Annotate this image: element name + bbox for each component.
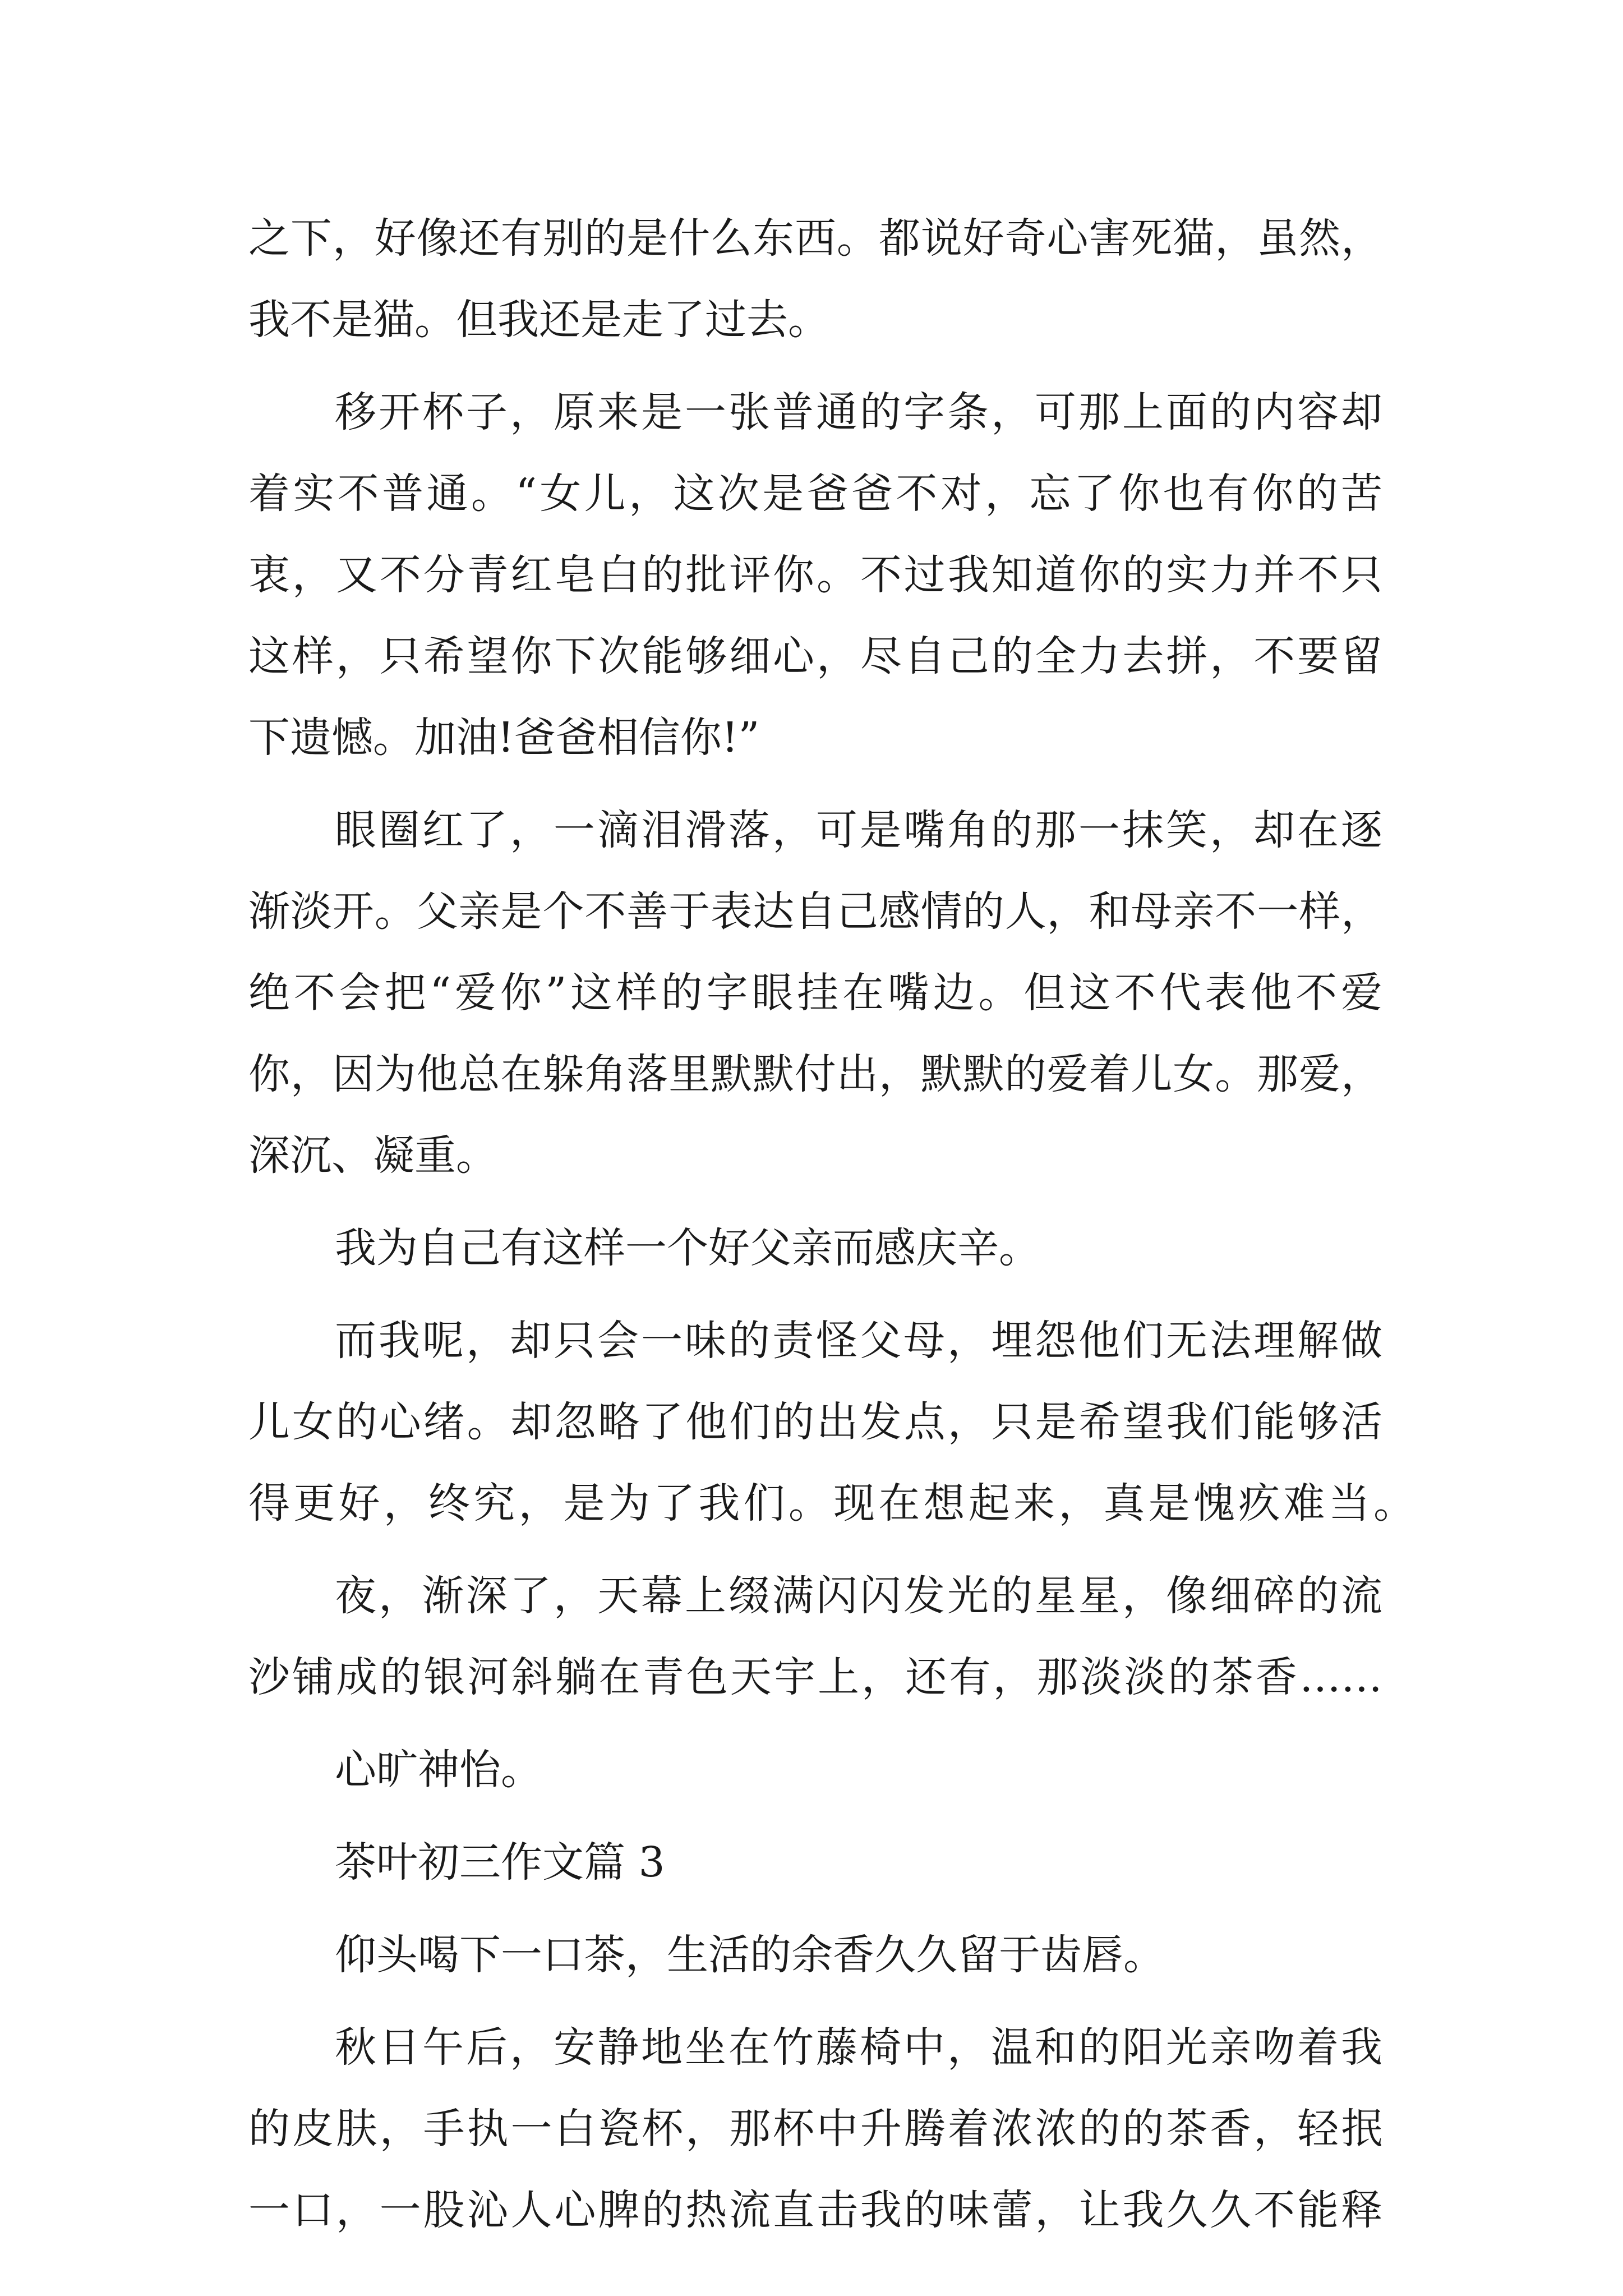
text-line: 我不是猫。但我还是走了过去。 xyxy=(248,296,829,344)
text-line: 下遗憾。加油!爸爸相信你!” xyxy=(248,714,760,762)
text-line: 心旷神怡。 xyxy=(335,1746,542,1794)
text-line: 沙铺成的银河斜躺在青色天宇上，还有，那淡淡的茶香…… xyxy=(248,1653,1382,1701)
text-line: 衷，又不分青红皂白的批评你。不过我知道你的实力并不只 xyxy=(248,551,1382,599)
text-line: 儿女的心绪。却忽略了他们的出发点，只是希望我们能够活 xyxy=(248,1398,1382,1446)
text-line: 着实不普通。“女儿，这次是爸爸不对，忘了你也有你的苦 xyxy=(248,470,1382,518)
text-line: 而我呢，却只会一味的责怪父母，埋怨他们无法理解做 xyxy=(335,1317,1382,1365)
text-line: 渐淡开。父亲是个不善于表达自己感情的人，和母亲不一样， xyxy=(248,887,1382,936)
text-line: 的皮肤，手执一白瓷杯，那杯中升腾着浓浓的的茶香，轻抿 xyxy=(248,2105,1382,2153)
text-line: 绝不会把“爱你”这样的字眼挂在嘴边。但这不代表他不爱 xyxy=(248,969,1382,1017)
text-line: 仰头喝下一口茶，生活的余香久久留于齿唇。 xyxy=(335,1931,1165,1979)
text-line: 你，因为他总在躲角落里默默付出，默默的爱着儿女。那爱， xyxy=(248,1050,1382,1098)
section-heading: 茶叶初三作文篇 3 xyxy=(335,1838,665,1887)
text-line: 得更好，终究，是为了我们。现在想起来，真是愧疚难当。 xyxy=(248,1479,1415,1527)
text-line: 深沉、凝重。 xyxy=(248,1131,497,1180)
text-line: 我为自己有这样一个好父亲而感庆辛。 xyxy=(335,1224,1040,1272)
text-line: 眼圈红了，一滴泪滑落，可是嘴角的那一抹笑，却在逐 xyxy=(335,806,1382,854)
text-line: 夜，渐深了，天幕上缀满闪闪发光的星星，像细碎的流 xyxy=(335,1572,1382,1620)
text-line: 这样，只希望你下次能够细心，尽自己的全力去拼，不要留 xyxy=(248,632,1382,680)
text-line: 之下，好像还有别的是什么东西。都说好奇心害死猫，虽然， xyxy=(248,214,1382,263)
text-line: 移开杯子，原来是一张普通的字条，可那上面的内容却 xyxy=(335,388,1382,436)
text-line: 一口，一股沁人心脾的热流直击我的味蕾，让我久久不能释 xyxy=(248,2186,1382,2234)
text-line: 秋日午后，安静地坐在竹藤椅中，温和的阳光亲吻着我 xyxy=(335,2023,1382,2072)
